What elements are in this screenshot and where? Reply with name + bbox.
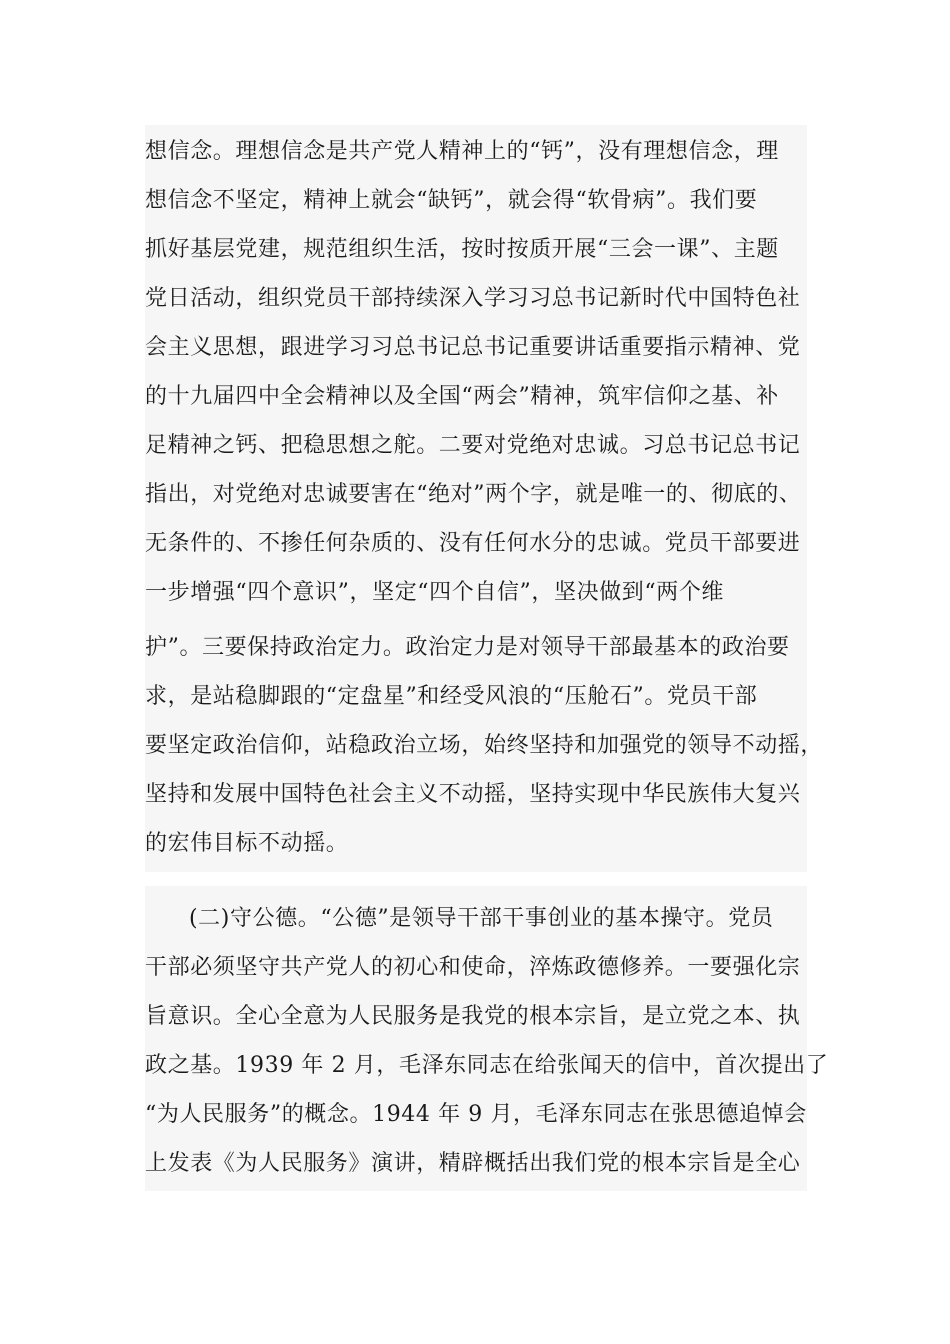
section-heading-line: (二)守公德。“公德”是领导干部干事创业的基本操守。党员 xyxy=(189,906,774,931)
text-line: 无条件的、不掺任何杂质的、没有任何水分的忠诚。党员干部要进 xyxy=(145,531,801,556)
text-line: 足精神之钙、把稳思想之舵。二要对党绝对忠诚。习总书记总书记 xyxy=(145,433,801,458)
text-line: 的宏伟目标不动摇。 xyxy=(145,831,349,856)
text-line: 上发表《为人民服务》演讲，精辟概括出我们党的根本宗旨是全心 xyxy=(145,1151,801,1176)
text-line: 坚持和发展中国特色社会主义不动摇，坚持实现中华民族伟大复兴 xyxy=(145,782,801,807)
text-line: 要坚定政治信仰，站稳政治立场，始终坚持和加强党的领导不动摇， xyxy=(145,733,824,758)
paragraph-ideals-and-loyalty xyxy=(145,125,824,872)
text-line: 抓好基层党建，规范组织生活，按时按质开展“三会一课”、主题 xyxy=(145,237,779,262)
paragraph-public-morality xyxy=(145,886,829,1191)
text-line: 护”。三要保持政治定力。政治定力是对领导干部最基本的政治要 xyxy=(145,635,790,660)
text-line: 求，是站稳脚跟的“定盘星”和经受风浪的“压舱石”。党员干部 xyxy=(145,684,758,709)
text-line: 政之基。1939 年 2 月，毛泽东同志在给张闻天的信中，首次提出了 xyxy=(145,1053,829,1078)
text-line: 指出，对党绝对忠诚要害在“绝对”两个字，就是唯一的、彻底的、 xyxy=(145,482,802,507)
text-line: 的十九届四中全会精神以及全国“两会”精神，筑牢信仰之基、补 xyxy=(145,384,779,409)
text-line: 一步增强“四个意识”，坚定“四个自信”，坚决做到“两个维 xyxy=(145,580,725,605)
text-line: 旨意识。全心全意为人民服务是我党的根本宗旨，是立党之本、执 xyxy=(145,1004,801,1029)
text-line: “为人民服务”的概念。1944 年 9 月，毛泽东同志在张思德追悼会 xyxy=(145,1102,807,1127)
text-line: 想信念不坚定，精神上就会“缺钙”，就会得“软骨病”。我们要 xyxy=(145,188,758,213)
text-line: 会主义思想，跟进学习习总书记总书记重要讲话重要指示精神、党 xyxy=(145,335,801,360)
text-line: 党日活动，组织党员干部持续深入学习习总书记新时代中国特色社 xyxy=(145,286,801,311)
text-line: 想信念。理想信念是共产党人精神上的“钙”，没有理想信念，理 xyxy=(145,139,779,164)
text-line: 干部必须坚守共产党人的初心和使命，淬炼政德修养。一要强化宗 xyxy=(145,955,801,980)
